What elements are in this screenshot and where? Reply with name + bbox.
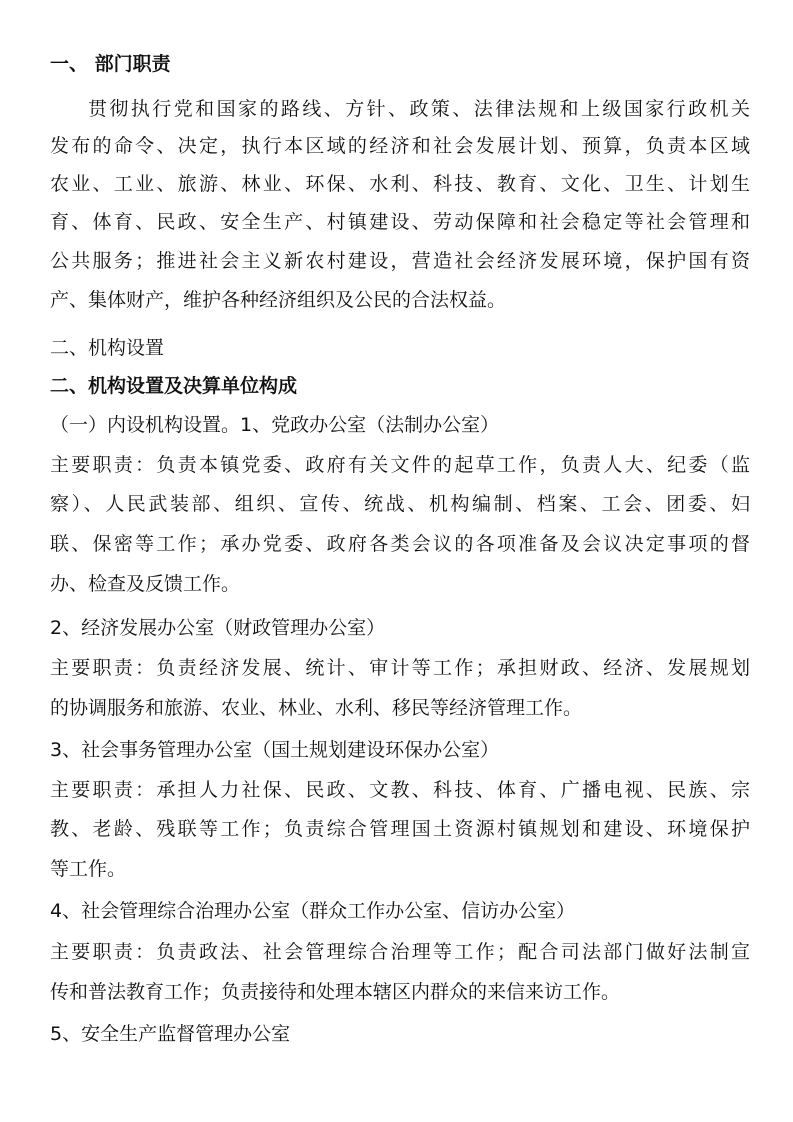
paragraph-line: 产、集体财产，维护各种经济组织及公民的合法权益。 — [50, 289, 507, 311]
paragraph-line: 办、检查及反馈工作。 — [50, 573, 241, 595]
section-heading-organization: 二、机构设置 — [50, 337, 165, 359]
subsection-title-office-3: 3、社会事务管理办公室（国土规划建设环保办公室） — [50, 739, 500, 761]
paragraph-line: 传和普法教育工作；负责接待和处理本辖区内群众的来信来访工作。 — [50, 981, 621, 1003]
subsection-title-office-5: 5、安全生产监督管理办公室 — [50, 1023, 291, 1045]
paragraph-line: 等工作。 — [50, 858, 127, 880]
paragraph-line: 农业、工业、旅游、林业、环保、水利、科技、教育、文化、卫生、计划生 — [50, 173, 750, 195]
paragraph-line: 发布的命令、决定，执行本区域的经济和社会发展计划、预算，负责本区域 — [50, 135, 750, 157]
paragraph-line: 贯彻执行党和国家的路线、方针、政策、法律法规和上级国家行政机关 — [88, 98, 750, 120]
section-heading-duties: 一、 部门职责 — [50, 53, 171, 75]
paragraph-line: 联、保密等工作；承办党委、政府各类会议的各项准备及会议决定事项的督 — [50, 533, 750, 555]
subsection-title-office-1: （一）内设机构设置。1、党政办公室（法制办公室） — [50, 414, 500, 436]
subsection-title-office-4: 4、社会管理综合治理办公室（群众工作办公室、信访办公室） — [50, 900, 576, 922]
paragraph-line: 察）、人民武装部、组织、宣传、统战、机构编制、档案、工会、团委、妇 — [50, 493, 750, 515]
section-heading-organization-composition: 二、机构设置及决算单位构成 — [50, 375, 298, 397]
paragraph-line: 公共服务；推进社会主义新农村建设，营造社会经济发展环境，保护国有资 — [50, 250, 750, 272]
paragraph-line: 教、老龄、残联等工作；负责综合管理国土资源村镇规划和建设、环境保护 — [50, 818, 750, 840]
paragraph-line: 主要职责：负责本镇党委、政府有关文件的起草工作，负责人大、纪委（监 — [50, 454, 750, 476]
paragraph-line: 主要职责：负责政法、社会管理综合治理等工作；配合司法部门做好法制宣 — [50, 941, 750, 963]
subsection-title-office-2: 2、经济发展办公室（财政管理办公室） — [50, 617, 386, 639]
paragraph-line: 的协调服务和旅游、农业、林业、水利、移民等经济管理工作。 — [50, 697, 583, 719]
paragraph-line: 主要职责：负责经济发展、统计、审计等工作；承担财政、经济、发展规划 — [50, 657, 750, 679]
paragraph-line: 育、体育、民政、安全生产、村镇建设、劳动保障和社会稳定等社会管理和 — [50, 211, 750, 233]
paragraph-line: 主要职责：承担人力社保、民政、文教、科技、体育、广播电视、民族、宗 — [50, 779, 750, 801]
